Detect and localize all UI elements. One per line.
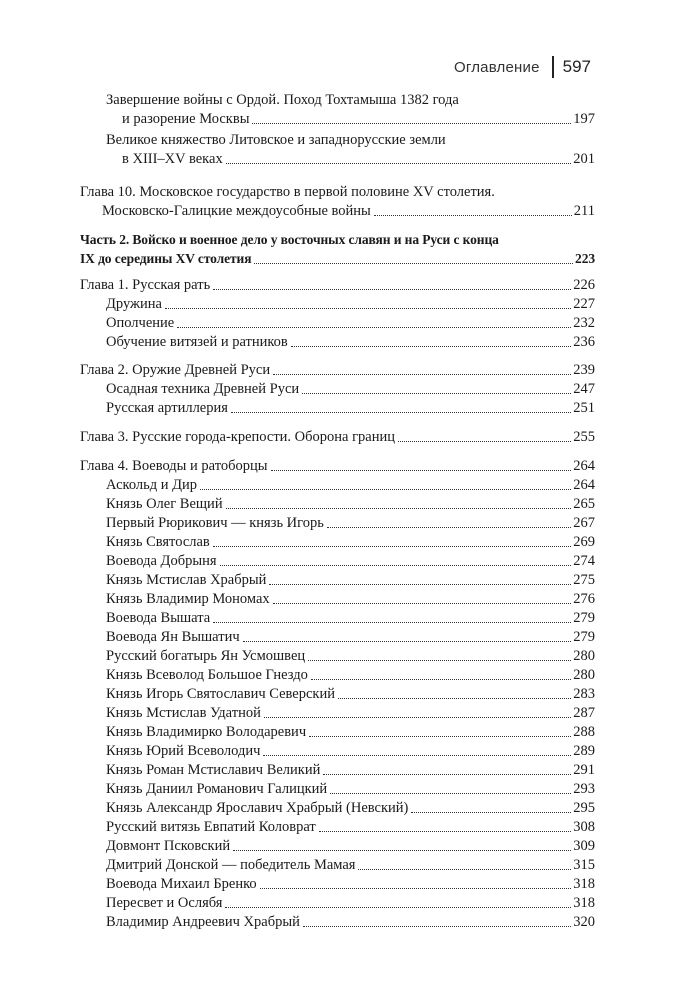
toc-page-number: 211 xyxy=(573,203,595,219)
toc-page-number: 226 xyxy=(573,277,595,293)
dot-leader xyxy=(327,514,571,532)
toc-page-number: 267 xyxy=(573,515,595,531)
dot-leader xyxy=(213,533,571,551)
toc-entry-title: Князь Святослав xyxy=(106,534,210,550)
toc-page-number: 197 xyxy=(573,111,595,127)
toc-entry-title: Князь Игорь Святославич Северский xyxy=(106,686,335,702)
toc-entry-title: Воевода Михаил Бренко xyxy=(106,876,257,892)
dot-leader xyxy=(225,894,571,912)
toc-page-number: 320 xyxy=(573,914,595,930)
toc-entry-title: Князь Владимирко Володаревич xyxy=(106,724,307,740)
dot-leader xyxy=(273,361,571,379)
dot-leader xyxy=(309,723,571,741)
header-divider xyxy=(552,56,554,78)
toc-entry-title: Русский витязь Евпатий Коловрат xyxy=(106,819,316,835)
toc-entry-title: Воевода Добрыня xyxy=(106,553,217,569)
toc-entry-title: Князь Мстислав Храбрый xyxy=(106,572,267,588)
toc-page-number: 318 xyxy=(573,876,595,892)
toc-entry-title: Аскольд и Дир xyxy=(106,477,198,493)
toc-entry-title: Князь Олег Вещий xyxy=(106,496,223,512)
toc-page-number: 288 xyxy=(573,724,595,740)
dot-leader xyxy=(398,428,571,446)
toc-page-number: 280 xyxy=(573,667,595,683)
dot-leader xyxy=(323,761,571,779)
toc-page-number: 276 xyxy=(573,591,595,607)
toc-entry-title-line: в XIII–XV веках xyxy=(122,151,223,167)
toc-entry-title-line: Московско-Галицкие междоусобные войны xyxy=(102,203,371,219)
dot-leader xyxy=(273,590,571,608)
dot-leader xyxy=(269,571,571,589)
dot-leader xyxy=(302,380,571,398)
toc-entry-title: Глава 1. Русская рать xyxy=(80,277,211,293)
toc-entry-title-line: Часть 2. Войско и военное дело у восточных славян и на Руси с конца xyxy=(80,232,499,247)
toc-page-number: 255 xyxy=(573,429,595,445)
toc-page-number: 264 xyxy=(573,477,595,493)
toc-page-number: 291 xyxy=(573,762,595,778)
dot-leader xyxy=(252,110,571,128)
toc-page-number: 318 xyxy=(573,895,595,911)
toc-entry-title: Русская артиллерия xyxy=(106,400,228,416)
toc-entry-title-line: Великое княжество Литовское и западнорусские земли xyxy=(106,132,446,148)
dot-leader xyxy=(243,628,571,646)
toc-page-number: 279 xyxy=(573,629,595,645)
toc-entry-title-line: Глава 10. Московское государство в первой половине XV столетия. xyxy=(80,184,495,200)
toc-entry-title: Ополчение xyxy=(106,315,175,331)
dot-leader xyxy=(319,818,571,836)
toc-entry-title: Дружина xyxy=(106,296,162,312)
toc-page-number: 223 xyxy=(575,251,595,266)
toc-entry-title: Пересвет и Ослябя xyxy=(106,895,223,911)
dot-leader xyxy=(330,780,571,798)
toc-page-number: 201 xyxy=(573,151,595,167)
toc-entry-title: Глава 3. Русские города-крепости. Оборона границ xyxy=(80,429,396,445)
dot-leader xyxy=(291,333,571,351)
toc-entry-title: Обучение витязей и ратников xyxy=(106,334,288,350)
dot-leader xyxy=(311,666,571,684)
dot-leader xyxy=(264,704,571,722)
dot-leader xyxy=(231,399,571,417)
toc-page-number: 293 xyxy=(573,781,595,797)
dot-leader xyxy=(254,250,573,268)
toc-entry-title: Глава 2. Оружие Древней Руси xyxy=(80,362,271,378)
toc-page-number: 227 xyxy=(573,296,595,312)
toc-page-number: 308 xyxy=(573,819,595,835)
dot-leader xyxy=(220,552,571,570)
dot-leader xyxy=(226,150,571,168)
toc-page-number: 264 xyxy=(573,458,595,474)
running-header xyxy=(454,56,591,78)
toc-page-number: 269 xyxy=(573,534,595,550)
toc-page-number: 295 xyxy=(573,800,595,816)
dot-leader xyxy=(226,495,571,513)
toc-entry-title: Князь Мстислав Удатной xyxy=(106,705,261,721)
dot-leader xyxy=(213,276,571,294)
dot-leader xyxy=(260,875,571,893)
toc-entry-title: Князь Александр Ярославич Храбрый (Невский) xyxy=(106,800,409,816)
toc-entry-title: Князь Владимир Мономах xyxy=(106,591,270,607)
dot-leader xyxy=(200,476,571,494)
dot-leader xyxy=(165,295,571,313)
dot-leader xyxy=(263,742,571,760)
toc-entry-title: Первый Рюрикович — князь Игорь xyxy=(106,515,324,531)
toc-entry-title-line: IX до середины XV столетия xyxy=(80,251,252,266)
toc-page-number: 275 xyxy=(573,572,595,588)
toc-page-number: 315 xyxy=(573,857,595,873)
dot-leader xyxy=(374,202,572,220)
toc-entry-title: Князь Даниил Романович Галицкий xyxy=(106,781,328,797)
dot-leader xyxy=(308,647,571,665)
toc-page-number: 265 xyxy=(573,496,595,512)
dot-leader xyxy=(303,913,571,931)
toc-entry-title: Глава 4. Воеводы и ратоборцы xyxy=(80,458,268,474)
dot-leader xyxy=(233,837,571,855)
toc-page-number: 232 xyxy=(573,315,595,331)
toc-entry-title: Дмитрий Донской — победитель Мамая xyxy=(106,857,356,873)
toc-entry-title: Воевода Ян Вышатич xyxy=(106,629,240,645)
dot-leader xyxy=(271,457,571,475)
toc-page-number: 239 xyxy=(573,362,595,378)
toc-entry-title: Владимир Андреевич Храбрый xyxy=(106,914,300,930)
toc-page-number: 247 xyxy=(573,381,595,397)
toc-entry-title-line: Завершение войны с Ордой. Поход Тохтамыша 1382 года xyxy=(106,92,459,108)
dot-leader xyxy=(177,314,571,332)
toc-entry-title: Довмонт Псковский xyxy=(106,838,231,854)
toc-page-number: 309 xyxy=(573,838,595,854)
toc-entry-title: Князь Юрий Всеволодич xyxy=(106,743,261,759)
toc-page-number: 274 xyxy=(573,553,595,569)
toc-entry-title: Князь Всеволод Большое Гнездо xyxy=(106,667,308,683)
toc-page-number: 287 xyxy=(573,705,595,721)
toc-entry-title-line: и разорение Москвы xyxy=(122,111,250,127)
toc-entry-title: Воевода Вышата xyxy=(106,610,211,626)
toc-page-number: 279 xyxy=(573,610,595,626)
page-number: 597 xyxy=(562,57,591,76)
toc-entry-title: Русский богатырь Ян Усмошвец xyxy=(106,648,306,664)
dot-leader xyxy=(338,685,571,703)
toc-entry-title: Осадная техника Древней Руси xyxy=(106,381,300,397)
running-header-title: Оглавление xyxy=(453,58,540,76)
toc-page-number: 236 xyxy=(573,334,595,350)
dot-leader xyxy=(213,609,571,627)
dot-leader xyxy=(411,799,571,817)
toc-page-number: 251 xyxy=(573,400,595,416)
dot-leader xyxy=(358,856,571,874)
toc-page-number: 280 xyxy=(573,648,595,664)
toc-page-number: 283 xyxy=(573,686,595,702)
toc-page-number: 289 xyxy=(573,743,595,759)
toc-entry-title: Князь Роман Мстиславич Великий xyxy=(106,762,321,778)
